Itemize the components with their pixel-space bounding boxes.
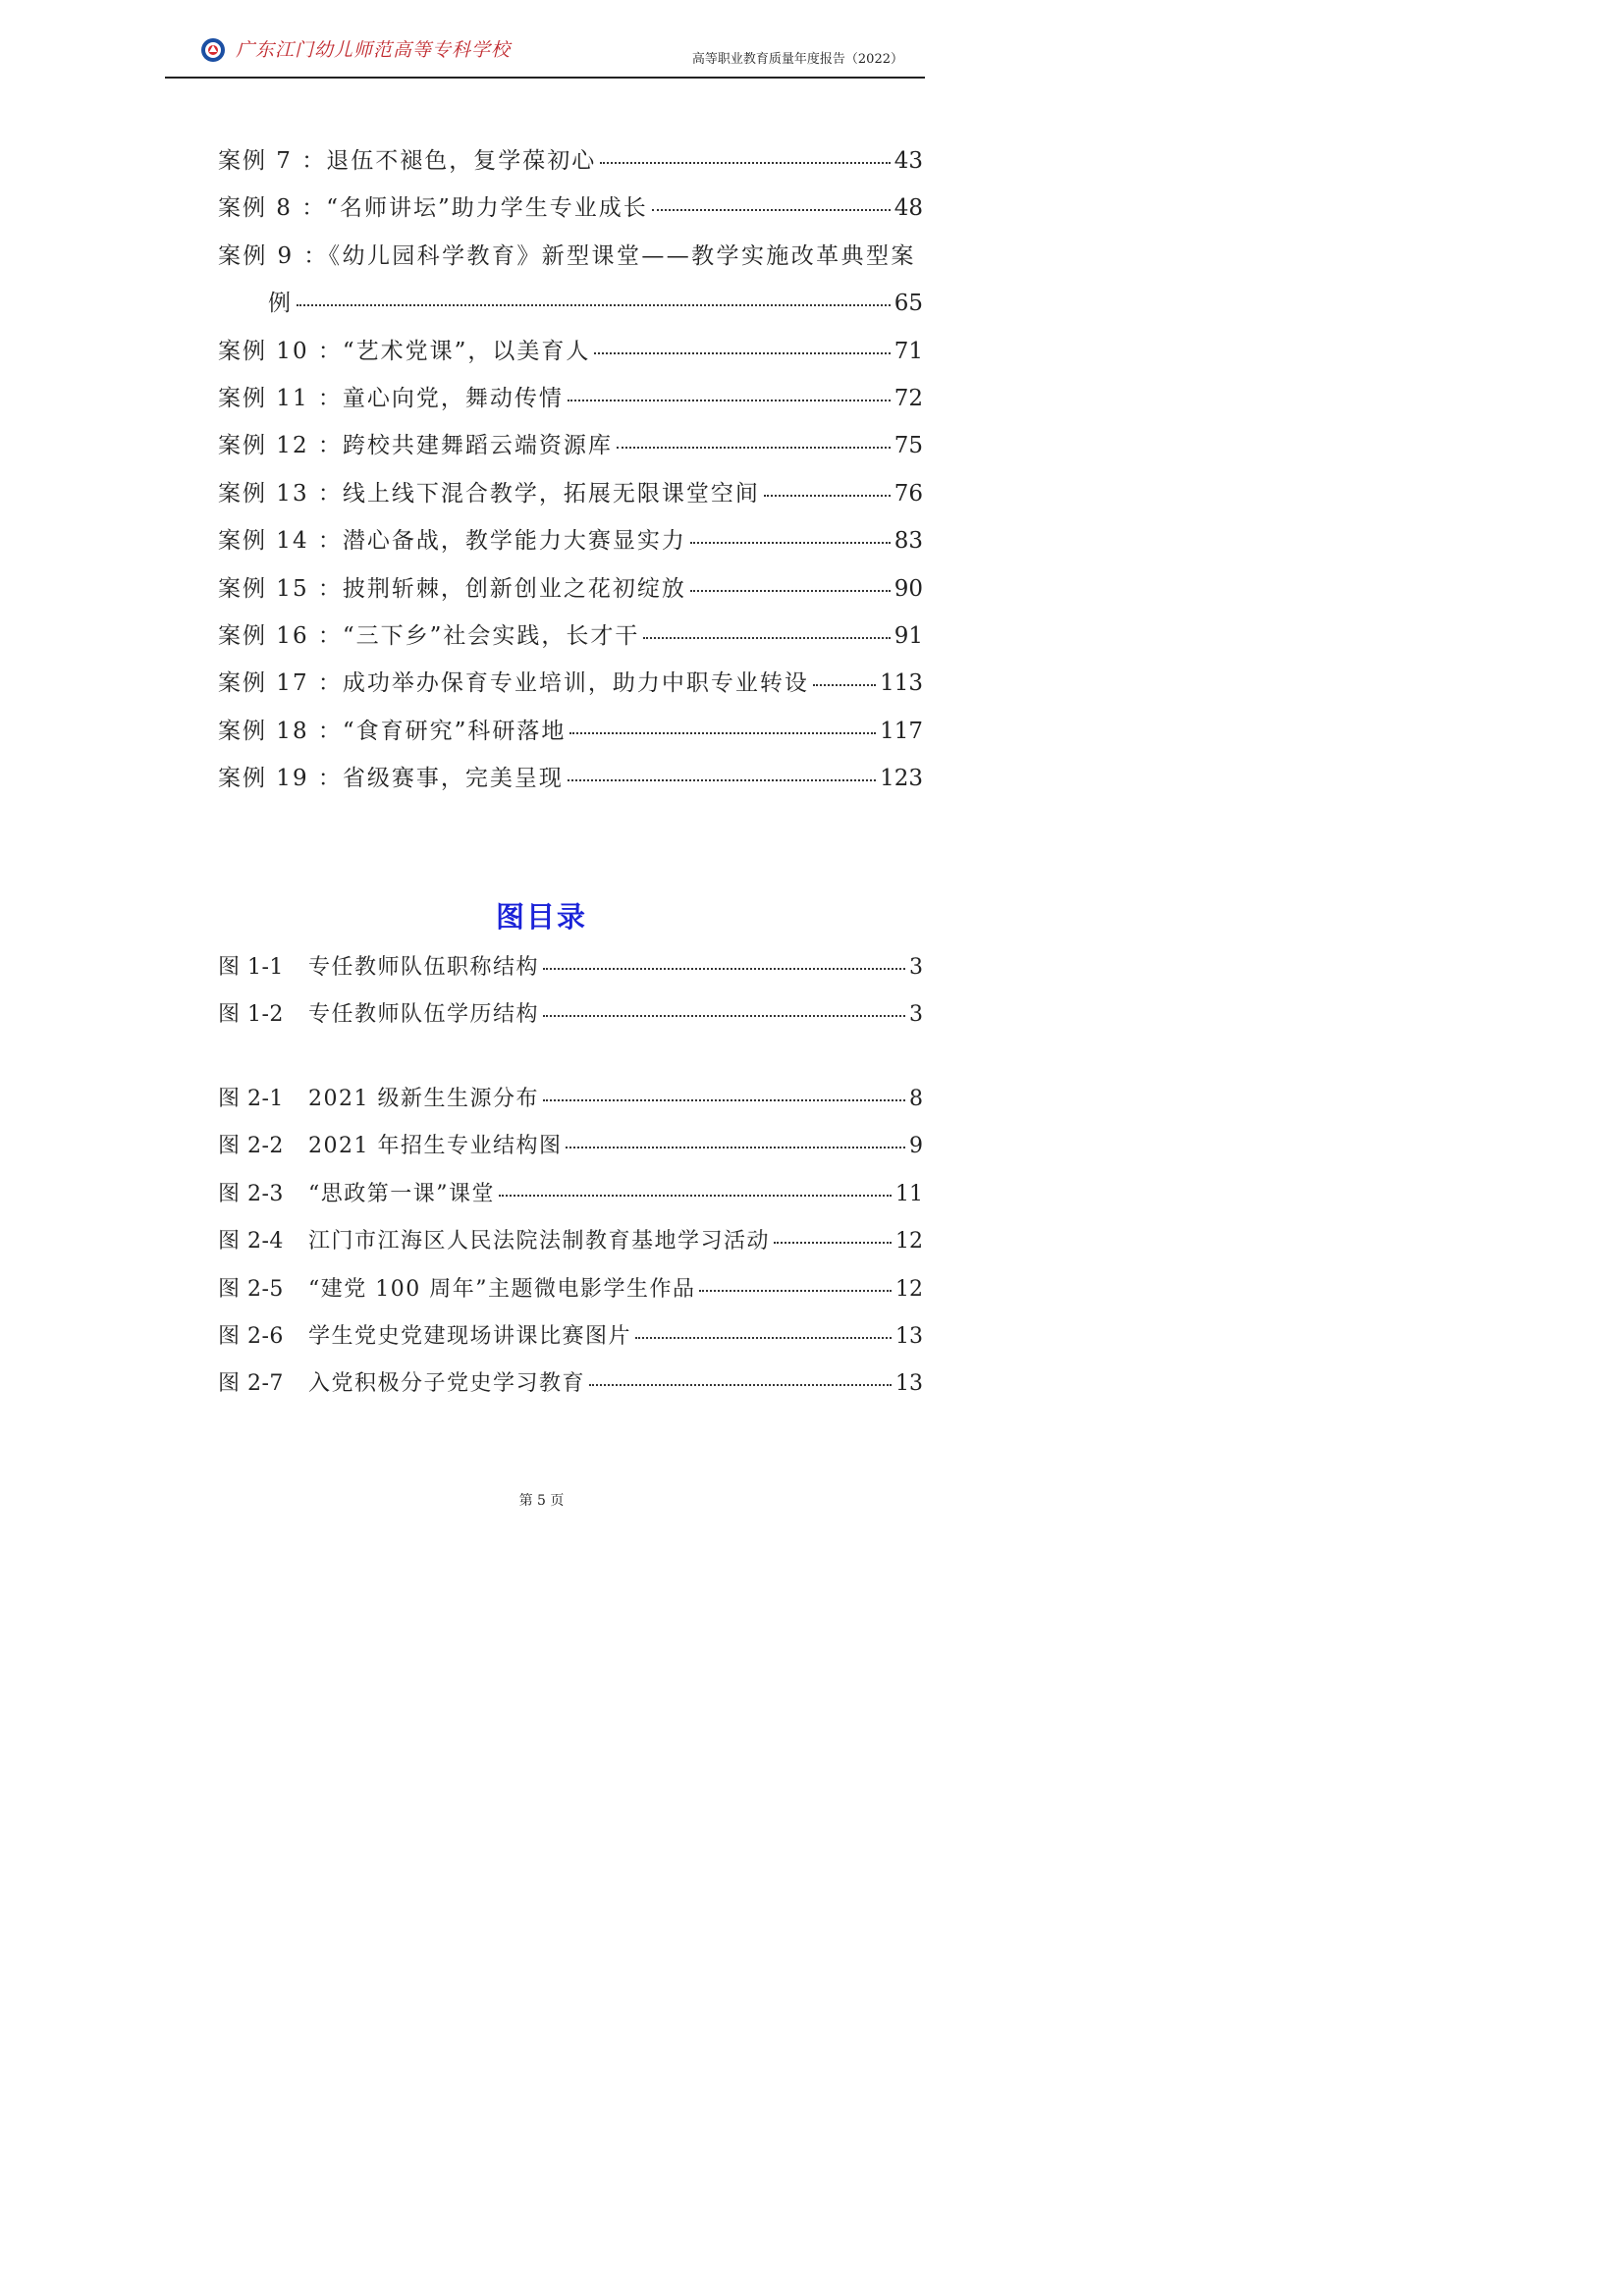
dot-leader [600,161,890,164]
toc-entry-line [218,613,923,660]
dot-leader [635,1336,892,1339]
figure-toc-line [218,991,923,1039]
toc-entry-title-cont: 例 [268,291,293,317]
figure-page-number: 13 [895,1371,923,1397]
figure-toc-entry[interactable] [218,1313,923,1361]
dot-leader [569,731,876,734]
figure-title: 入党积极分子党史学习教育 [308,1371,586,1397]
figure-title: 学生党史党建现场讲课比赛图片 [308,1323,632,1349]
toc-entry[interactable] [218,233,923,328]
figure-toc-entry[interactable] [218,991,923,1039]
toc-entry[interactable] [218,137,923,185]
school-logo-icon [200,37,226,63]
toc-entry[interactable] [218,755,923,802]
toc-page-number: 43 [893,148,923,174]
toc-entry-title: 案例 8 ：“名师讲坛”助力学生专业成长 [218,195,648,222]
figure-page-number: 3 [909,955,923,980]
dot-leader [594,351,890,354]
dot-leader [499,1194,892,1197]
toc-entry-title: 案例 18 ：“食育研究”科研落地 [218,718,567,744]
dot-leader [690,589,891,592]
toc-entry-line [218,422,923,469]
figure-toc-entry[interactable] [218,1361,923,1408]
dot-leader [652,208,891,211]
figure-toc-line [218,1171,923,1218]
dot-leader [297,303,891,306]
toc-page-number: 90 [893,575,923,602]
page-number: 第 5 页 [518,1493,565,1509]
report-title: 高等职业教育质量年度报告（2022） [691,52,903,67]
figure-toc-line [218,1266,923,1313]
toc-page-number: 65 [893,291,923,317]
figure-toc-line [218,1123,923,1170]
toc-entry-line [218,660,923,707]
page-header [165,29,925,79]
figure-toc-line [218,944,923,991]
toc-page-number: 71 [893,338,923,364]
figure-title: 专任教师队伍学历结构 [308,1002,540,1028]
figure-label: 图 2-5 [218,1276,284,1302]
figure-toc-title: 图目录 [495,900,587,934]
figure-page-number: 8 [909,1087,923,1111]
figure-toc-line [218,1218,923,1265]
dot-leader [589,1383,892,1386]
figure-page-number: 12 [895,1276,923,1302]
toc-entry-title: 案例 16 ：“三下乡”社会实践，长才干 [218,622,640,649]
dot-leader [643,636,890,639]
figure-toc-line [218,1313,923,1361]
dot-leader [699,1289,892,1292]
toc-entry[interactable] [218,517,923,564]
toc-entry-line [218,185,923,232]
dot-leader [764,494,891,497]
dot-leader [617,446,891,449]
dot-leader [543,967,905,970]
toc-entry-title: 案例 10 ：“艺术党课”，以美育人 [218,338,591,364]
toc-entry-title: 案例 7 ：退伍不褪色，复学葆初心 [218,148,597,174]
toc-entry-title: 案例 13 ：线上线下混合教学，拓展无限课堂空间 [218,480,760,507]
figure-toc-group-1 [218,944,923,1040]
figure-toc-entry[interactable] [218,944,923,991]
dot-leader [543,1014,905,1017]
figure-toc-group-2 [218,1076,923,1409]
toc-entry[interactable] [218,422,923,469]
figure-toc-entry[interactable] [218,1171,923,1218]
toc-entry-title: 案例 14 ：潜心备战，教学能力大赛显实力 [218,528,686,555]
figure-label: 图 1-2 [218,1002,284,1028]
toc-entry[interactable] [218,375,923,422]
figure-page-number: 11 [895,1181,923,1206]
toc-entry-line [218,328,923,375]
toc-entry-title: 案例 9 ：《幼儿园科学教育》新型课堂——教学实施改革典型案 [218,242,916,269]
case-toc-list [218,137,923,802]
dot-leader [566,1146,905,1148]
figure-page-number: 13 [895,1323,923,1349]
toc-entry[interactable] [218,660,923,707]
figure-page-number: 9 [909,1134,923,1159]
figure-title: 2021 年招生专业结构图 [308,1134,563,1159]
toc-page-number: 72 [893,385,923,411]
toc-entry-line [218,565,923,613]
toc-entry-line [218,755,923,802]
toc-entry-title: 案例 11 ：童心向党，舞动传情 [218,385,564,411]
figure-page-number: 12 [895,1229,923,1255]
toc-entry-title: 案例 15 ：披荆斩棘，创新创业之花初绽放 [218,575,686,602]
toc-entry-title: 案例 19 ：省级赛事，完美呈现 [218,766,564,792]
toc-entry-line [218,517,923,564]
toc-entry-line [218,280,923,327]
toc-page-number: 48 [893,195,923,222]
figure-toc-entry[interactable] [218,1218,923,1265]
toc-entry-title: 案例 12 ：跨校共建舞蹈云端资源库 [218,433,613,459]
dot-leader [774,1241,892,1244]
toc-entry[interactable] [218,613,923,660]
figure-label: 图 2-2 [218,1134,284,1159]
toc-entry-line [218,708,923,755]
school-name: 广东江门幼儿师范高等专科学校 [236,39,512,61]
toc-entry-title: 案例 17 ：成功举办保育专业培训，助力中职专业转设 [218,670,809,697]
figure-label: 图 2-7 [218,1371,284,1397]
figure-label: 图 2-3 [218,1181,284,1206]
toc-page-number: 113 [880,670,923,697]
figure-toc-entry[interactable] [218,1123,923,1170]
toc-entry-line [218,470,923,517]
toc-entry[interactable] [218,565,923,613]
dot-leader [813,683,876,686]
toc-page-number: 75 [893,433,923,459]
toc-entry[interactable] [218,708,923,755]
figure-toc-entry[interactable] [218,1076,923,1123]
toc-page-number: 117 [880,718,923,744]
figure-label: 图 1-1 [218,955,284,980]
toc-page-number: 91 [893,622,923,649]
figure-title: “建党 100 周年”主题微电影学生作品 [308,1276,696,1302]
figure-toc-line [218,1361,923,1408]
toc-entry-line [218,137,923,185]
figure-toc-entry[interactable] [218,1266,923,1313]
toc-entry[interactable] [218,328,923,375]
dot-leader [568,399,891,401]
figure-label: 图 2-1 [218,1087,284,1111]
dot-leader [568,778,876,781]
toc-page-number: 83 [893,528,923,555]
figure-title: 2021 级新生生源分布 [308,1087,539,1111]
figure-page-number: 3 [909,1002,923,1028]
dot-leader [690,541,891,544]
figure-title: 江门市江海区人民法院法制教育基地学习活动 [308,1229,771,1255]
toc-entry-line [218,375,923,422]
figure-toc-line [218,1076,923,1123]
toc-entry[interactable] [218,470,923,517]
figure-title: “思政第一课”课堂 [308,1181,495,1206]
figure-label: 图 2-4 [218,1229,284,1255]
toc-page-number: 123 [880,766,923,792]
toc-entry[interactable] [218,185,923,232]
dot-leader [543,1098,905,1101]
figure-label: 图 2-6 [218,1323,284,1349]
figure-title: 专任教师队伍职称结构 [308,955,540,980]
toc-page-number: 76 [893,480,923,507]
